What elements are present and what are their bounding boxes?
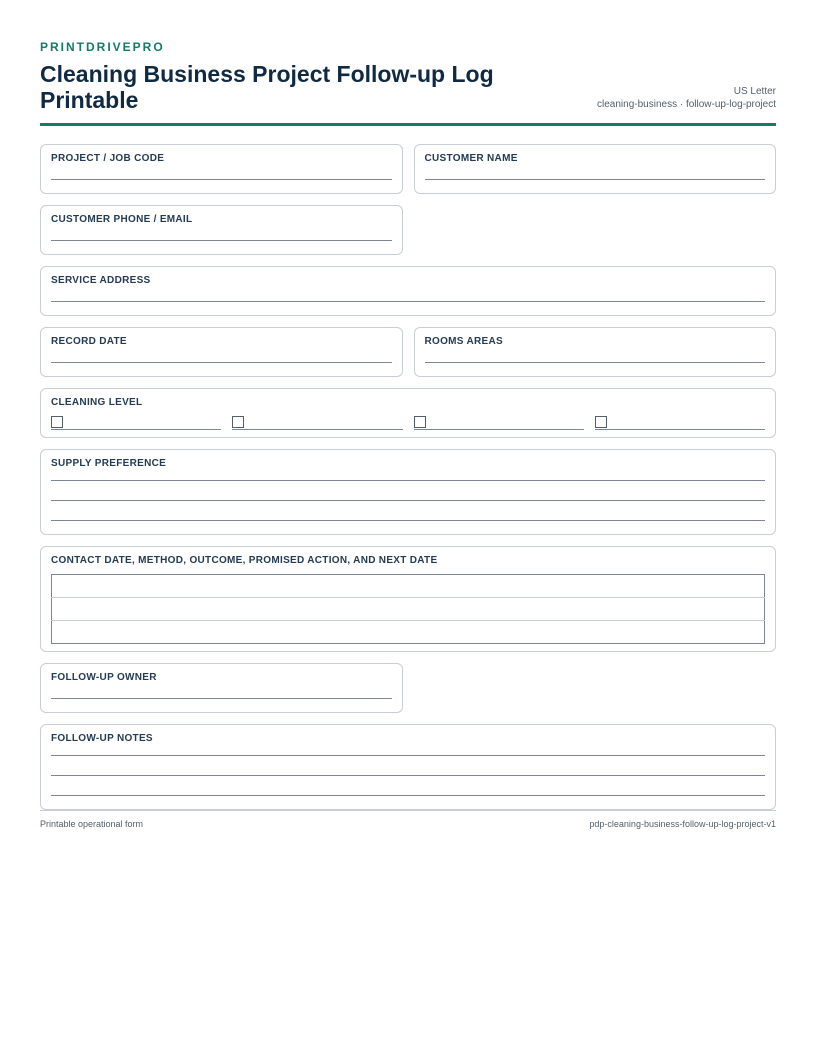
rooms-areas-field[interactable] — [414, 327, 777, 377]
field-label: SUPPLY PREFERENCE — [51, 458, 167, 469]
cleaning-level-options — [51, 415, 765, 430]
followup-notes-field[interactable] — [40, 724, 776, 810]
field-label: CLEANING LEVEL — [51, 397, 143, 408]
write-line[interactable] — [51, 500, 765, 501]
write-line[interactable] — [51, 240, 392, 241]
field-label: RECORD DATE — [51, 336, 127, 347]
document-meta — [597, 85, 776, 113]
checkbox-icon[interactable] — [51, 416, 63, 428]
field-label: CONTACT DATE, METHOD, OUTCOME, PROMISED ACTION, AND NEXT DATE — [51, 555, 438, 566]
brand-name: PRINTDRIVEPRO — [40, 40, 165, 54]
write-line[interactable] — [51, 301, 765, 302]
cleaning-level-field — [40, 388, 776, 438]
project-code-field[interactable] — [40, 144, 403, 194]
footer-right: pdp-cleaning-business-follow-up-log-project-v1 — [589, 819, 776, 829]
contact-log-field — [40, 546, 776, 652]
field-label: CUSTOMER PHONE / EMAIL — [51, 214, 193, 225]
followup-owner-field[interactable] — [40, 663, 403, 713]
write-line[interactable] — [51, 775, 765, 776]
checkbox-icon[interactable] — [595, 416, 607, 428]
contact-log-table — [51, 574, 765, 644]
write-line[interactable] — [51, 795, 765, 796]
footer-left: Printable operational form — [40, 819, 144, 829]
service-address-field[interactable] — [40, 266, 776, 316]
write-line[interactable] — [425, 362, 766, 363]
field-label: SERVICE ADDRESS — [51, 275, 151, 286]
checkbox-icon[interactable] — [232, 416, 244, 428]
page-footer — [40, 810, 776, 829]
table-row[interactable] — [52, 598, 765, 621]
write-line[interactable] — [51, 362, 392, 363]
table-row[interactable] — [52, 575, 765, 598]
document-slug: cleaning-business · follow-up-log-project — [597, 99, 776, 110]
header — [40, 61, 776, 113]
write-line[interactable] — [51, 520, 765, 521]
field-label: FOLLOW-UP NOTES — [51, 733, 153, 744]
supply-preference-field[interactable] — [40, 449, 776, 535]
field-label: FOLLOW-UP OWNER — [51, 672, 157, 683]
write-line[interactable] — [425, 179, 766, 180]
form-fields — [40, 144, 776, 810]
customer-contact-field[interactable] — [40, 205, 403, 255]
header-divider — [40, 123, 776, 126]
option-3[interactable] — [414, 415, 584, 430]
page-title: Cleaning Business Project Follow-up Log Printable — [40, 61, 494, 113]
option-4[interactable] — [595, 415, 765, 430]
option-1[interactable] — [51, 415, 221, 430]
option-2[interactable] — [232, 415, 402, 430]
write-line[interactable] — [51, 698, 392, 699]
write-line[interactable] — [51, 755, 765, 756]
field-label: ROOMS AREAS — [424, 336, 503, 347]
field-label: CUSTOMER NAME — [424, 153, 518, 164]
write-line[interactable] — [51, 480, 765, 481]
write-line[interactable] — [51, 179, 392, 180]
form-page — [40, 40, 776, 810]
paper-size: US Letter — [733, 86, 776, 97]
checkbox-icon[interactable] — [414, 416, 426, 428]
customer-name-field[interactable] — [414, 144, 777, 194]
table-row[interactable] — [52, 621, 765, 644]
record-date-field[interactable] — [40, 327, 403, 377]
field-label: PROJECT / JOB CODE — [51, 153, 165, 164]
